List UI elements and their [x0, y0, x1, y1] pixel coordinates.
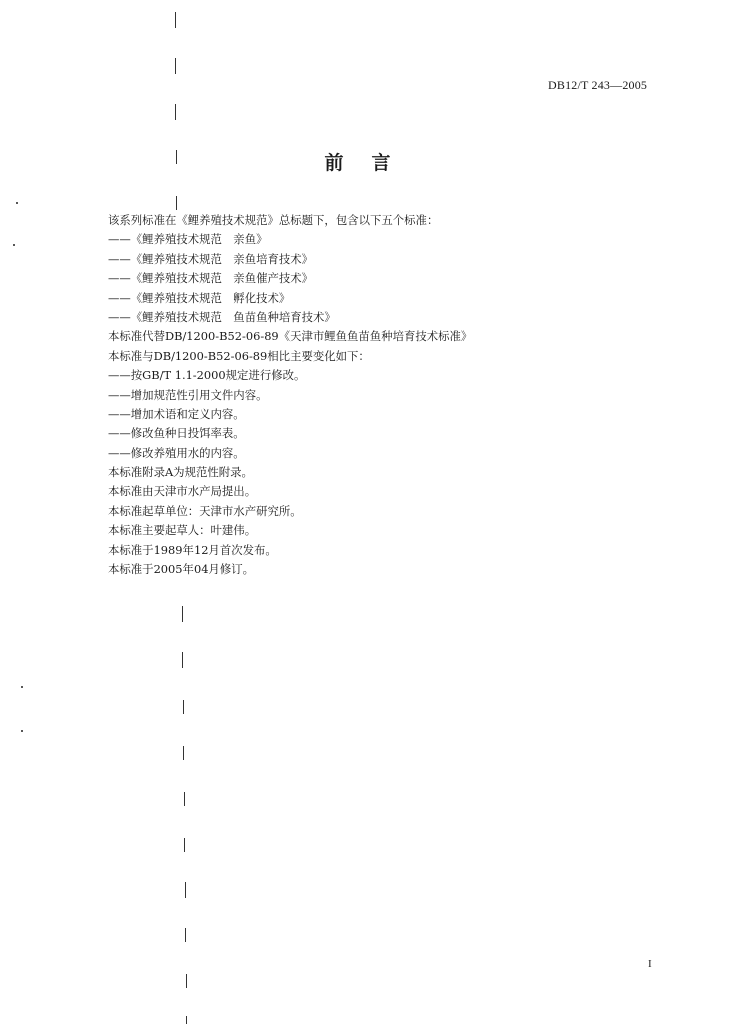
body-line: ——《鲤养殖技术规范 亲鱼催产技术》: [108, 271, 314, 286]
body-line: ——修改养殖用水的内容。: [108, 445, 245, 460]
body-line: ——增加术语和定义内容。: [108, 406, 245, 421]
body-line: 本标准于1989年12月首次发布。: [108, 542, 277, 557]
scan-speck: [16, 202, 18, 204]
body-line: 本标准于2005年04月修订。: [108, 562, 254, 577]
body-line: 本标准与DB/1200-B52-06-89相比主要变化如下：: [108, 348, 370, 363]
title-part-2: 言: [371, 152, 391, 174]
title-part-1: 前: [324, 152, 344, 174]
body-line: ——《鲤养殖技术规范 亲鱼培育技术》: [108, 251, 314, 266]
body-line: ——按GB/T 1.1-2000规定进行修改。: [108, 368, 306, 383]
scan-speck: [21, 686, 23, 688]
scan-mark: [186, 1016, 187, 1024]
scan-mark: [183, 746, 184, 760]
scan-mark: [182, 652, 183, 668]
body-line: ——修改鱼种日投饵率表。: [108, 426, 245, 441]
body-line: ——增加规范性引用文件内容。: [108, 387, 268, 402]
scan-mark: [182, 606, 183, 622]
body-line: 本标准代替DB/1200-B52-06-89《天津市鲤鱼鱼苗鱼种培育技术标准》: [108, 329, 473, 344]
scan-mark: [184, 838, 185, 852]
body-line: ——《鲤养殖技术规范 孵化技术》: [108, 290, 291, 305]
scan-mark: [175, 104, 176, 120]
scan-mark: [185, 928, 186, 942]
scan-mark: [175, 12, 176, 28]
page-title: [0, 148, 729, 175]
document-code: DB12/T 243—2005: [548, 78, 648, 92]
scan-mark: [184, 792, 185, 806]
foreword-body: [108, 211, 608, 579]
body-line: ——《鲤养殖技术规范 鱼苗鱼种培育技术》: [108, 309, 336, 324]
page-number: I: [648, 958, 652, 970]
scan-speck: [13, 244, 15, 246]
scan-mark: [183, 700, 184, 714]
scan-mark: [176, 196, 177, 210]
scan-mark: [185, 882, 186, 898]
scan-mark: [175, 58, 176, 74]
scan-speck: [21, 730, 23, 732]
scan-mark: [186, 974, 187, 988]
body-line: 该系列标准在《鲤养殖技术规范》总标题下，包含以下五个标准：: [108, 213, 439, 227]
body-line: ——《鲤养殖技术规范 亲鱼》: [108, 232, 268, 247]
body-line: 本标准主要起草人：叶建伟。: [108, 523, 257, 538]
body-line: 本标准附录A为规范性附录。: [108, 465, 253, 480]
body-line: 本标准由天津市水产局提出。: [108, 484, 257, 499]
body-line: 本标准起草单位：天津市水产研究所。: [108, 503, 302, 518]
